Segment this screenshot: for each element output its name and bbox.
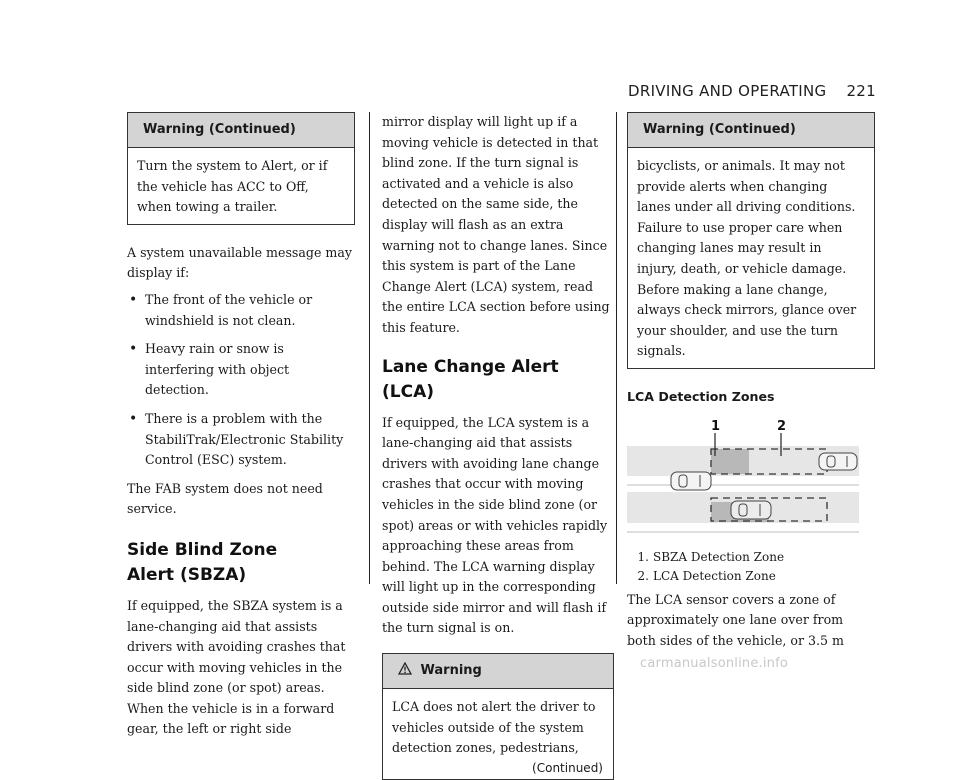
paragraph: mirror display will light up if a moving vehicle is detected in that blind zone. If the turn signal is activated and a vehicle is also detected on the same side, the display will flash as an extra warning not to change lanes. Since this system is part of the Lane Change Alert (LCA) system, read the entire LCA section before using this feature. [382,114,610,335]
section-title: DRIVING AND OPERATING [628,82,827,100]
zone-label-2: 2 [777,418,787,434]
column-1 [127,112,355,746]
list-item [627,548,875,567]
caption-text: LCA Detection Zone [653,568,776,583]
warning-body: bicyclists, or animals. It may not provide alerts when changing lanes under all driving conditions. Failure to use proper care when changing lanes may result in injury, death, or vehicle damage. Before making a lane change, always check mirrors, glance over your shoulder, and use the turn signals. [637,158,857,359]
list-item [627,567,875,586]
lca-detection-zones-diagram [627,414,875,540]
zone-label-1: 1 [711,418,721,434]
list-item: • Heavy rain or snow is interfering with object detection. [127,339,355,401]
column-divider [369,112,370,584]
paragraph: A system unavailable message may display if: [127,244,352,281]
heading-line: Side Blind Zone [127,539,278,560]
watermark: carmanualsonline.info [640,656,789,671]
warning-box-continued [127,112,355,225]
list-item: • The front of the vehicle or windshield is not clean. [127,290,355,331]
warning-box [382,653,614,780]
subheading: LCA Detection Zones [627,388,775,404]
warning-box-continued [627,112,875,369]
warning-body: Turn the system to Alert, or if the vehicle has ACC to Off, when towing a trailer. [137,158,328,215]
car-icon [731,501,771,519]
warning-header [383,654,613,689]
paragraph: The LCA sensor covers a zone of approximately one lane over from both sides of the vehicle, or 3.5 m [627,591,844,648]
heading-line: Alert (SBZA) [127,564,247,585]
paragraph: If equipped, the SBZA system is a lane-changing aid that assists drivers with avoiding crashes that occur with moving vehicles in the side blind zone (or spot) areas. When the vehicle is in a forward gear, the left or right side [127,597,346,737]
column-2 [382,112,614,780]
warning-title: Warning (Continued) [628,113,874,148]
caption-list [627,548,875,586]
car-icon [671,472,711,490]
warning-title: Warning (Continued) [128,113,354,148]
caption-number: 2. [637,568,649,583]
section-heading-lca: Lane Change Alert (LCA) [382,356,559,402]
warning-triangle-icon [398,662,412,675]
continued-label: (Continued) [532,760,603,775]
page-header [628,82,876,104]
warning-body: LCA does not alert the driver to vehicles outside of the system detection zones, pedestrians, [392,699,596,756]
bullet-list [127,290,355,471]
page-number: 221 [846,82,876,100]
column-divider [616,112,617,584]
section-heading-sbza [127,538,355,588]
warning-title: Warning [420,663,482,679]
caption-number: 1. [637,549,649,564]
paragraph: If equipped, the LCA system is a lane-changing aid that assists drivers with avoiding lane change crashes that occur with moving vehicles in the side blind zone (or spot) areas or with vehicles rapidly approaching these areas from behind. The LCA warning display will light up in the corresponding outside side mirror and will flash if the turn signal is on. [382,414,608,636]
column-3 [627,112,875,657]
list-item: • There is a problem with the StabiliTrak/Electronic Stability Control (ESC) system. [127,409,355,471]
car-icon [819,453,857,470]
paragraph: The FAB system does not need service. [127,480,323,517]
detection-zones-illustration [627,414,875,540]
caption-text: SBZA Detection Zone [653,549,785,564]
